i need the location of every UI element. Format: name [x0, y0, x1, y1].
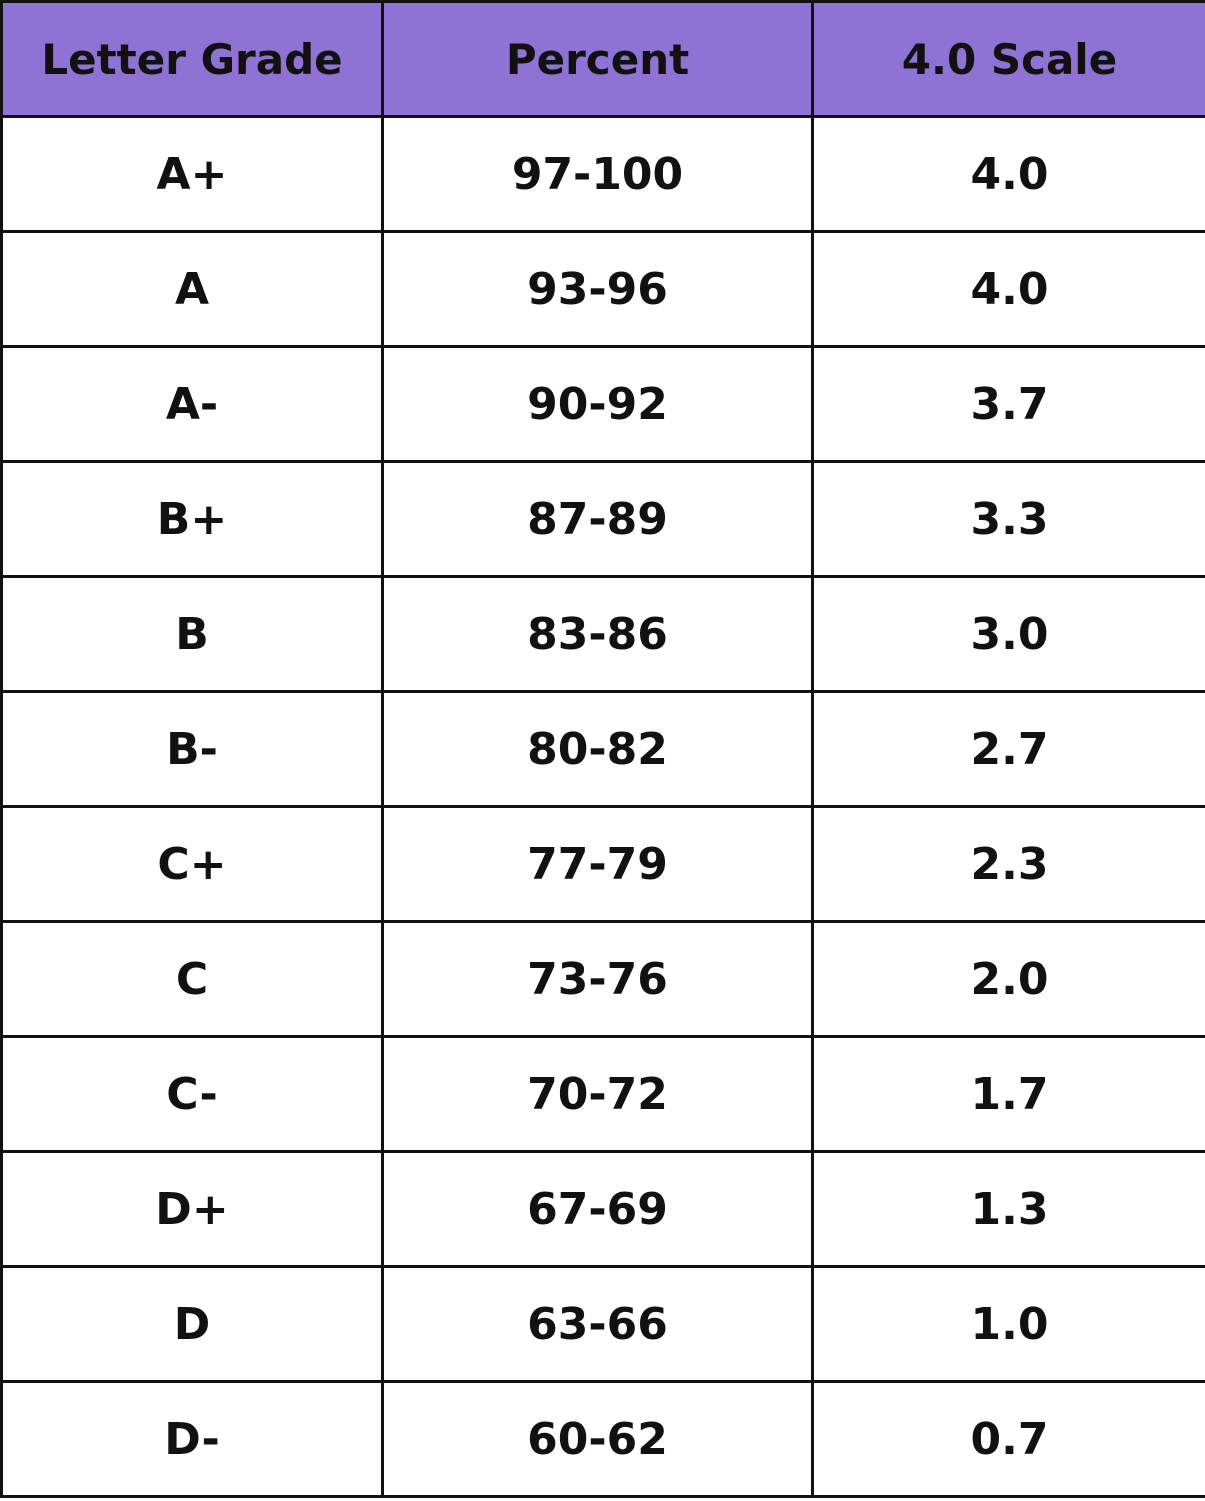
percent-cell: 80-82	[383, 692, 813, 807]
scale-cell: 0.7	[813, 1382, 1205, 1497]
scale-cell: 3.0	[813, 577, 1205, 692]
table-row	[2, 1037, 1205, 1152]
scale-cell: 3.3	[813, 462, 1205, 577]
letter-grade-cell: C-	[2, 1037, 383, 1152]
table-body	[2, 117, 1205, 1497]
table-row	[2, 1382, 1205, 1497]
table-row	[2, 692, 1205, 807]
table-row	[2, 807, 1205, 922]
scale-cell: 4.0	[813, 117, 1205, 232]
table-row	[2, 462, 1205, 577]
header-letter-grade: Letter Grade	[2, 2, 383, 117]
letter-grade-cell: B+	[2, 462, 383, 577]
scale-cell: 1.7	[813, 1037, 1205, 1152]
table-row	[2, 1152, 1205, 1267]
percent-cell: 97-100	[383, 117, 813, 232]
table-row	[2, 117, 1205, 232]
table-row	[2, 232, 1205, 347]
percent-cell: 73-76	[383, 922, 813, 1037]
letter-grade-cell: C	[2, 922, 383, 1037]
header-percent: Percent	[383, 2, 813, 117]
percent-cell: 63-66	[383, 1267, 813, 1382]
letter-grade-cell: A	[2, 232, 383, 347]
scale-cell: 2.7	[813, 692, 1205, 807]
percent-cell: 70-72	[383, 1037, 813, 1152]
header-row	[2, 2, 1205, 117]
scale-cell: 3.7	[813, 347, 1205, 462]
table-row	[2, 922, 1205, 1037]
table-row	[2, 1267, 1205, 1382]
table-row	[2, 347, 1205, 462]
letter-grade-cell: D+	[2, 1152, 383, 1267]
table-row	[2, 577, 1205, 692]
percent-cell: 90-92	[383, 347, 813, 462]
header-four-point-scale: 4.0 Scale	[813, 2, 1205, 117]
percent-cell: 67-69	[383, 1152, 813, 1267]
table-header	[2, 2, 1205, 117]
percent-cell: 83-86	[383, 577, 813, 692]
percent-cell: 87-89	[383, 462, 813, 577]
scale-cell: 2.0	[813, 922, 1205, 1037]
letter-grade-cell: A-	[2, 347, 383, 462]
letter-grade-cell: B-	[2, 692, 383, 807]
scale-cell: 4.0	[813, 232, 1205, 347]
scale-cell: 1.3	[813, 1152, 1205, 1267]
percent-cell: 77-79	[383, 807, 813, 922]
scale-cell: 2.3	[813, 807, 1205, 922]
letter-grade-cell: D-	[2, 1382, 383, 1497]
letter-grade-cell: A+	[2, 117, 383, 232]
scale-cell: 1.0	[813, 1267, 1205, 1382]
letter-grade-cell: B	[2, 577, 383, 692]
letter-grade-cell: D	[2, 1267, 383, 1382]
percent-cell: 93-96	[383, 232, 813, 347]
percent-cell: 60-62	[383, 1382, 813, 1497]
letter-grade-cell: C+	[2, 807, 383, 922]
